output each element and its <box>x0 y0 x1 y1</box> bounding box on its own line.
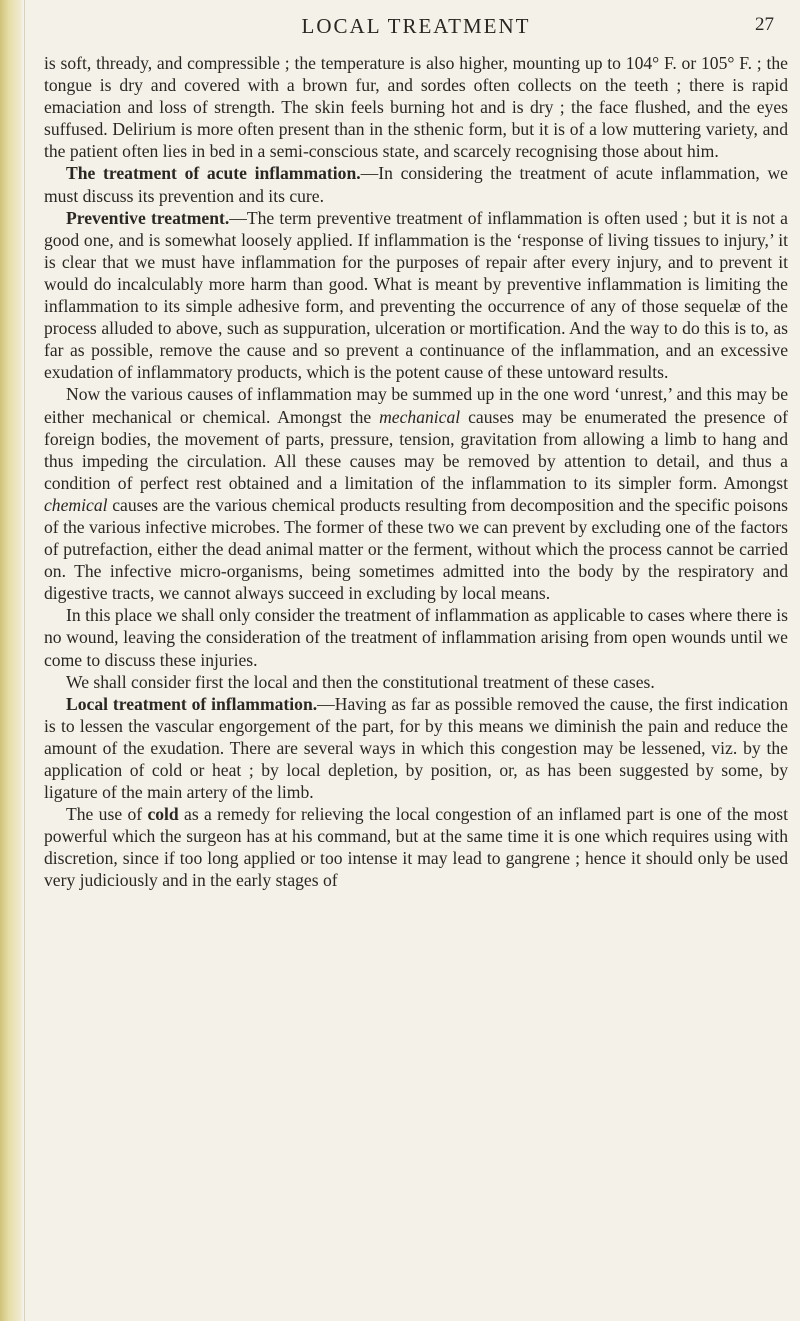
binding-gutter <box>0 0 22 1321</box>
paragraph-text: is soft, thready, and compressible ; the temperature is also higher, mounting up to 104° F. or 105° F. ; the tongue is dry and covered with a brown fur, and sordes often collects on the teeth ; there is rapid emaciation and loss of strength. The skin feels burning hot and is dry ; the face flushed, and the eyes suffused. Delirium is more often present than in the sthenic form, but it is of a low muttering variety, and the patient often lies in bed in a semi-conscious state, and scarcely recognising those about him. <box>44 53 788 162</box>
emphasis-cold: cold <box>147 804 179 825</box>
paragraph-text: as a remedy for relieving the local congestion of an inflamed part is one of the most powerful which the surgeon has at his command, but at the same time it is one which requires using with discretion, since if too long applied or too intense it may lead to gangrene ; hence it should only be used very judiciously and in the early stages of <box>44 804 788 891</box>
paragraph-text: causes may be enumerated the presence of foreign bodies, the movement of parts, pressure, tension, gravitation from allowing a limb to hang and thus impeding the circulation. All these causes may be removed by attention to detail, and thus a condition of perfect rest obtained and a limitation of the inflammation to its simpler form. Amongst <box>44 406 788 493</box>
paragraph-text: —The term preventive treatment of inflammation is often used ; but it is not a good one, and is somewhat loosely applied. If inflammation is the ‘response of living tissues to injury,’ it is clear that we must have inflammation for the purposes of repair after every injury, and to prevent it would do incalculably more harm than good. What is meant by preventive inflammation is limiting the inflammation to its simple adhesive form, and preventing the occurrence of any of those sequelæ of the process alluded to above, such as suppuration, ulceration or mortification. And the way to do this is to, as far as possible, remove the cause and so prevent a continuance of the inflammation, and an excessive exudation of inflammatory products, which is the potent cause of these untoward results. <box>44 207 788 383</box>
paragraph-text: We shall consider first the local and then the constitutional treatment of these cases. <box>66 671 655 692</box>
paragraph-scope <box>44 604 788 670</box>
paragraph-order <box>44 671 788 693</box>
paragraph-text: Now the various causes of inflammation may be summed up in the one word ‘unrest,’ and this may be either mechanical or chemical. Amongst the <box>44 384 788 427</box>
paragraph-text: The use of <box>66 804 148 825</box>
emphasis-chemical: chemical <box>44 494 108 515</box>
emphasis-mechanical: mechanical <box>379 406 461 427</box>
paragraph-cold <box>44 803 788 891</box>
section-heading: Local treatment of inflammation. <box>66 693 318 714</box>
paragraph-fever-symptoms <box>44 52 788 162</box>
paragraph-text: causes are the various chemical products resulting from decomposition and the specific poisons of the various infective microbes. The former of these two we can prevent by excluding one of the factors of putrefaction, either the dead animal matter or the ferment, without which the process cannot be carried on. The infective micro-organisms, being sometimes admitted into the body by the respiratory and digestive tracts, we cannot always succeed in excluding by local means. <box>44 494 788 604</box>
paragraph-text: —Having as far as possible removed the cause, the first indication is to lessen the vascular engorgement of the part, for by this means we diminish the pain and reduce the amount of the exudation. There are several ways in which this congestion may be lessened, viz. by the application of cold or heat ; by local depletion, by position, or, as has been suggested by some, by ligature of the main artery of the limb. <box>44 693 788 803</box>
page-number: 27 <box>755 14 774 35</box>
section-heading: Preventive treatment. <box>66 207 230 228</box>
paragraph-treatment-acute <box>44 162 788 206</box>
paragraph-causes <box>44 383 788 604</box>
paragraph-preventive-treatment <box>44 207 788 384</box>
paragraph-local-treatment <box>44 693 788 803</box>
running-head: LOCAL TREATMENT <box>301 14 531 38</box>
paragraph-text: In this place we shall only consider the treatment of inflammation as applicable to cases where there is no wound, leaving the consideration of the treatment of inflammation arising from open wounds until we come to discuss these injuries. <box>44 605 788 670</box>
book-page <box>44 8 788 892</box>
page-header <box>44 8 788 52</box>
section-heading: The treatment of acute inflammation. <box>66 163 361 184</box>
paragraph-text: —In considering the treatment of acute inflammation, we must discuss its prevention and its cure. <box>44 163 788 206</box>
gutter-edge <box>24 0 25 1321</box>
